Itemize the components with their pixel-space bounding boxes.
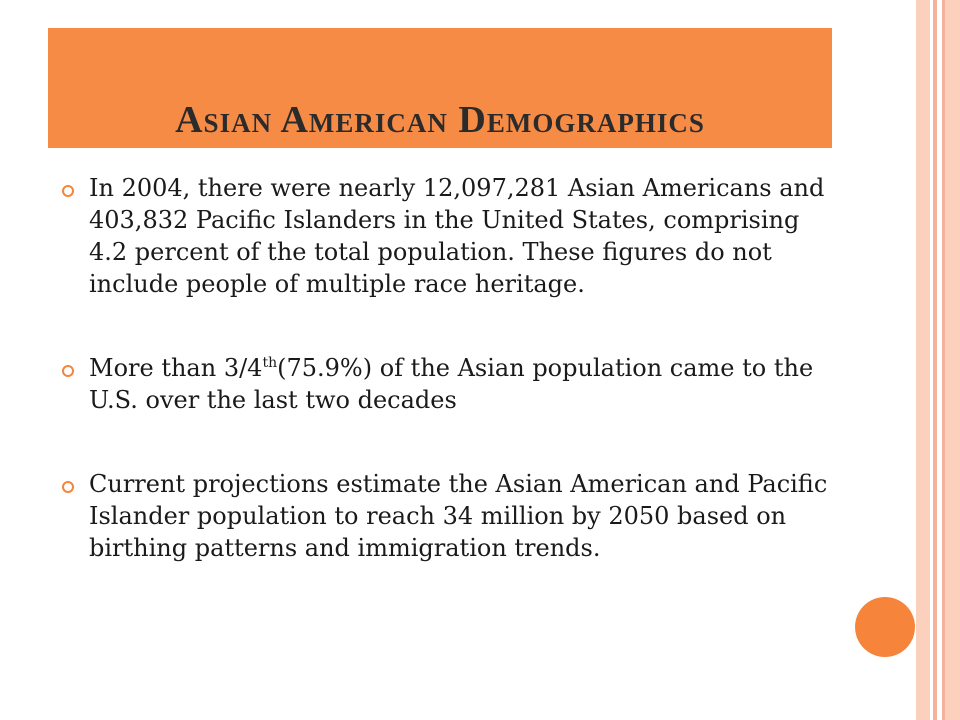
- bullet-item: [62, 172, 832, 300]
- stripe: [916, 0, 930, 720]
- slide-title: Asian American Demographics: [175, 99, 705, 141]
- bullet-item: [62, 468, 832, 564]
- bullet-superscript: th: [262, 355, 278, 371]
- bullet-circle-icon: [62, 481, 74, 493]
- title-bar: [48, 28, 832, 148]
- bullet-item: [62, 352, 832, 416]
- bullet-text: (75.9%) of the Asian population came to the U.S. over the last two decades: [89, 354, 814, 414]
- decorative-stripes: [916, 0, 960, 720]
- bullet-list: [62, 172, 832, 564]
- bullet-text: More than 3/4: [89, 354, 263, 382]
- decorative-circle: [855, 597, 915, 657]
- bullet-circle-icon: [62, 185, 74, 197]
- bullet-text: Current projections estimate the Asian American and Pacific Islander population to reach 34 million by 2050 based on birthing patterns and immigration trends.: [89, 470, 828, 562]
- stripe: [945, 0, 960, 720]
- bullet-text: In 2004, there were nearly 12,097,281 Asian Americans and 403,832 Pacific Islanders in the United States, comprising 4.2 percent of the total population. These figures do not include people of multiple race heritage.: [89, 174, 825, 298]
- bullet-circle-icon: [62, 365, 74, 377]
